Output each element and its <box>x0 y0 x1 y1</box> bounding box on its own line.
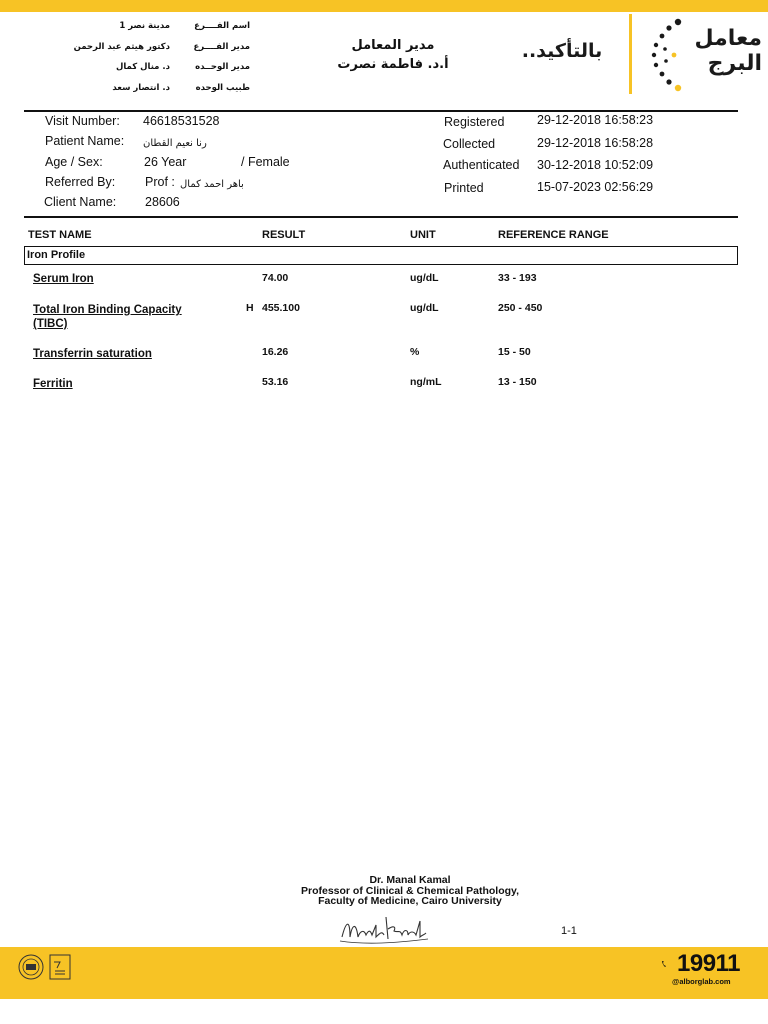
col-reference-range: REFERENCE RANGE <box>498 229 609 241</box>
registered-label: Registered <box>444 115 505 129</box>
branch-info <box>40 16 250 98</box>
visit-number-label: Visit Number: <box>45 114 120 128</box>
phone-icon <box>662 952 678 976</box>
result-tibc: 455.100 <box>262 302 300 314</box>
referred-by-prefix: Prof : <box>145 175 175 189</box>
brand-tagline: بالتأكيد.. <box>521 40 603 62</box>
patient-sex: / Female <box>241 155 290 169</box>
handwritten-signature <box>336 907 432 947</box>
page-number: 1-1 <box>561 925 577 937</box>
authenticated-label: Authenticated <box>443 158 520 172</box>
branch-label: اسم الفــــرع <box>194 21 250 32</box>
branch-row <box>40 37 250 58</box>
certification-badges-icon <box>17 952 75 982</box>
patient-name: رنا نعيم القطان <box>143 138 207 149</box>
client-name-label: Client Name: <box>44 195 117 209</box>
lab-director <box>318 36 468 74</box>
col-test-name: TEST NAME <box>28 229 92 241</box>
printed-date: 15-07-2023 02:56:29 <box>537 180 654 194</box>
website-text: alborglab.com <box>679 977 731 986</box>
unit-ferritin: ng/mL <box>410 376 442 388</box>
patient-name-label: Patient Name: <box>45 134 125 148</box>
result-ferritin: 53.16 <box>262 376 289 388</box>
branch-label: مدير الفــــرع <box>193 41 250 52</box>
director-name: أ.د. فاطمة نصرت <box>337 57 449 72</box>
branch-label: طبيب الوحده <box>195 82 250 93</box>
referred-by-name: باهر احمد كمال <box>180 179 244 190</box>
signatory-name: Dr. Manal Kamal <box>369 874 451 886</box>
range-ferritin: 13 - 150 <box>498 376 537 388</box>
test-name-transferrin-saturation: Transferrin saturation <box>33 348 152 360</box>
collected-date: 29-12-2018 16:58:28 <box>537 136 654 150</box>
branch-row <box>40 16 250 37</box>
col-unit: UNIT <box>410 229 436 241</box>
unit-transferrin-saturation: % <box>410 346 420 358</box>
test-name-ferritin: Ferritin <box>33 378 73 390</box>
result-transferrin-saturation: 16.26 <box>262 346 289 358</box>
header-divider <box>24 110 738 112</box>
branch-row <box>40 78 250 99</box>
branch-row <box>40 57 250 78</box>
authenticated-date: 30-12-2018 10:52:09 <box>537 158 654 172</box>
unit-tibc: ug/dL <box>410 302 439 314</box>
branch-value: د. منال كمال <box>115 62 170 73</box>
top-accent-bar <box>0 0 768 12</box>
age-sex-label: Age / Sex: <box>45 155 103 169</box>
registered-date: 29-12-2018 16:58:23 <box>537 113 654 127</box>
signatory-faculty: Faculty of Medicine, Cairo University <box>318 895 502 907</box>
section-iron-profile: Iron Profile <box>24 246 738 265</box>
test-name-serum-iron: Serum Iron <box>33 273 94 285</box>
collected-label: Collected <box>443 137 496 151</box>
website: @alborglab.com <box>672 977 731 986</box>
signatory-title: Professor of Clinical & Chemical Pathology, <box>300 884 520 897</box>
range-tibc: 250 - 450 <box>498 302 543 314</box>
hotline-number: 19911 <box>677 950 740 977</box>
branch-value: د. انتصار سعد <box>112 82 170 93</box>
printed-label: Printed <box>444 181 484 195</box>
bottom-accent-bar <box>0 947 768 999</box>
signatory-block <box>250 875 570 907</box>
brand-divider <box>629 14 632 94</box>
visit-number: 46618531528 <box>143 114 220 128</box>
flag-tibc-high: H <box>246 302 254 314</box>
client-name: 28606 <box>145 195 180 209</box>
unit-serum-iron: ug/dL <box>410 272 439 284</box>
brand-name: معامل البرج <box>694 26 762 76</box>
branch-value: دكتور هيثم عبد الرحمن <box>73 41 170 52</box>
branch-label: مدير الوحــده <box>195 62 250 73</box>
info-divider <box>24 216 738 218</box>
col-result: RESULT <box>262 229 306 241</box>
branch-value: مدينة نصر 1 <box>119 21 170 32</box>
result-serum-iron: 74.00 <box>262 272 289 284</box>
director-title: مدير المعامل <box>351 38 435 53</box>
test-name-tibc: Total Iron Binding Capacity <box>33 304 182 316</box>
range-transferrin-saturation: 15 - 50 <box>498 346 531 358</box>
test-name-tibc-line2: (TIBC) <box>33 318 68 330</box>
referred-by-label: Referred By: <box>45 175 116 189</box>
range-serum-iron: 33 - 193 <box>498 272 537 284</box>
patient-age: 26 Year <box>144 155 187 169</box>
